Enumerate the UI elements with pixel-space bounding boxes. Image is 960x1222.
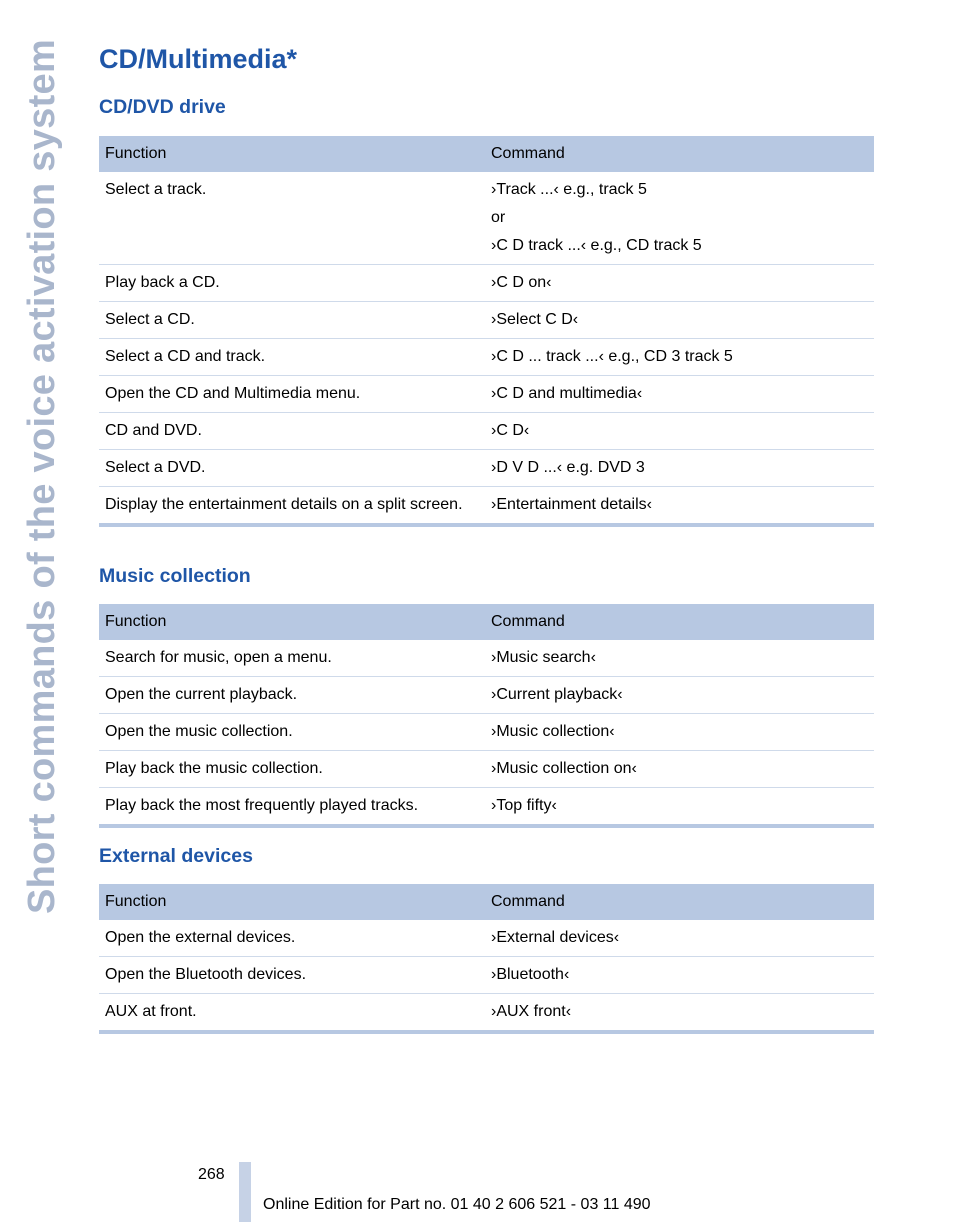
footer-accent-bar [239, 1162, 251, 1222]
function-cell: Display the entertainment details on a split screen. [99, 487, 485, 526]
command-text: ›Select C D‹ [491, 311, 579, 328]
page-number: 268 [198, 1166, 225, 1183]
command-cell [485, 788, 874, 827]
table-row [99, 957, 874, 994]
command-cell [485, 172, 874, 265]
command-cell [485, 450, 874, 487]
table-row [99, 172, 874, 265]
command-cell [485, 487, 874, 526]
command-cell [485, 994, 874, 1033]
section-cd-dvd-drive [99, 93, 874, 527]
column-header-command: Command [485, 136, 874, 172]
column-header-command: Command [485, 884, 874, 920]
function-cell: Select a CD. [99, 302, 485, 339]
command-text: ›C D and multimedia‹ [491, 385, 643, 402]
command-table [99, 604, 874, 828]
function-cell: AUX at front. [99, 994, 485, 1033]
command-table [99, 136, 874, 527]
command-text: ›Track ...‹ e.g., track 5 [491, 181, 647, 198]
section-music-collection [99, 562, 874, 828]
function-cell: Open the external devices. [105, 929, 296, 946]
command-text: ›Music collection‹ [491, 723, 615, 740]
command-text: ›External devices‹ [491, 929, 620, 946]
command-text: ›C D track ...‹ e.g., CD track 5 [491, 237, 702, 254]
command-text: ›Bluetooth‹ [491, 966, 570, 983]
command-text: ›AUX front‹ [491, 1003, 572, 1020]
function-cell: Play back a CD. [99, 265, 485, 302]
command-text: ›D V D ...‹ e.g. DVD 3 [491, 459, 645, 476]
command-cell [485, 640, 874, 677]
table-row [99, 640, 874, 677]
function-cell: Select a DVD. [99, 450, 485, 487]
footer-edition-text: Online Edition for Part no. 01 40 2 606 521 - 03 11 490 [263, 1196, 651, 1213]
page-title: CD/Multimedia* [99, 44, 298, 74]
function-cell: Open the music collection. [99, 714, 485, 751]
command-cell [485, 957, 874, 994]
command-cell [485, 302, 874, 339]
function-cell: Open the CD and Multimedia menu. [99, 376, 485, 413]
table-header-row [99, 884, 874, 920]
command-text: ›C D‹ [491, 422, 530, 439]
side-section-title: Short commands of the voice activation system [21, 38, 63, 914]
table-row [99, 413, 874, 450]
function-cell: Open the Bluetooth devices. [99, 957, 485, 994]
command-text: ›Music search‹ [491, 649, 596, 666]
table-row [99, 994, 874, 1033]
table-row [99, 265, 874, 302]
command-cell [485, 265, 874, 302]
function-cell: Select a track. [105, 181, 207, 198]
function-cell: Play back the music collection. [99, 751, 485, 788]
section-heading: CD/DVD drive [99, 96, 226, 118]
command-text: or [491, 209, 506, 226]
table-row [99, 302, 874, 339]
command-text: ›C D ... track ...‹ e.g., CD 3 track 5 [491, 348, 733, 365]
function-cell: Open the current playback. [99, 677, 485, 714]
column-header-command: Command [485, 604, 874, 640]
table-header-row [99, 136, 874, 172]
command-cell [485, 376, 874, 413]
command-text: ›Music collection on‹ [491, 760, 637, 777]
column-header-function: Function [99, 604, 485, 640]
table-header-row [99, 604, 874, 640]
function-cell: CD and DVD. [99, 413, 485, 450]
command-cell [485, 413, 874, 450]
table-body [99, 920, 874, 1032]
section-heading: External devices [99, 845, 253, 867]
command-text: ›Current playback‹ [491, 686, 623, 703]
section-external-devices [99, 842, 874, 1034]
command-cell [485, 920, 874, 957]
table-row [99, 450, 874, 487]
table-row [99, 920, 874, 957]
function-cell: Search for music, open a menu. [105, 649, 332, 666]
command-text: ›Entertainment details‹ [491, 496, 652, 513]
table-row [99, 788, 874, 827]
command-cell [485, 714, 874, 751]
table-row [99, 487, 874, 526]
command-cell [485, 751, 874, 788]
column-header-function: Function [99, 136, 485, 172]
command-text: ›C D on‹ [491, 274, 552, 291]
table-body [99, 172, 874, 525]
function-cell: Select a CD and track. [99, 339, 485, 376]
section-heading: Music collection [99, 565, 251, 587]
function-cell: Play back the most frequently played tracks. [99, 788, 485, 827]
command-cell [485, 339, 874, 376]
table-row [99, 714, 874, 751]
table-body [99, 640, 874, 826]
command-text: ›Top fifty‹ [491, 797, 557, 814]
table-row [99, 339, 874, 376]
table-row [99, 376, 874, 413]
column-header-function: Function [99, 884, 485, 920]
table-row [99, 677, 874, 714]
command-table [99, 884, 874, 1034]
command-cell [485, 677, 874, 714]
table-row [99, 751, 874, 788]
